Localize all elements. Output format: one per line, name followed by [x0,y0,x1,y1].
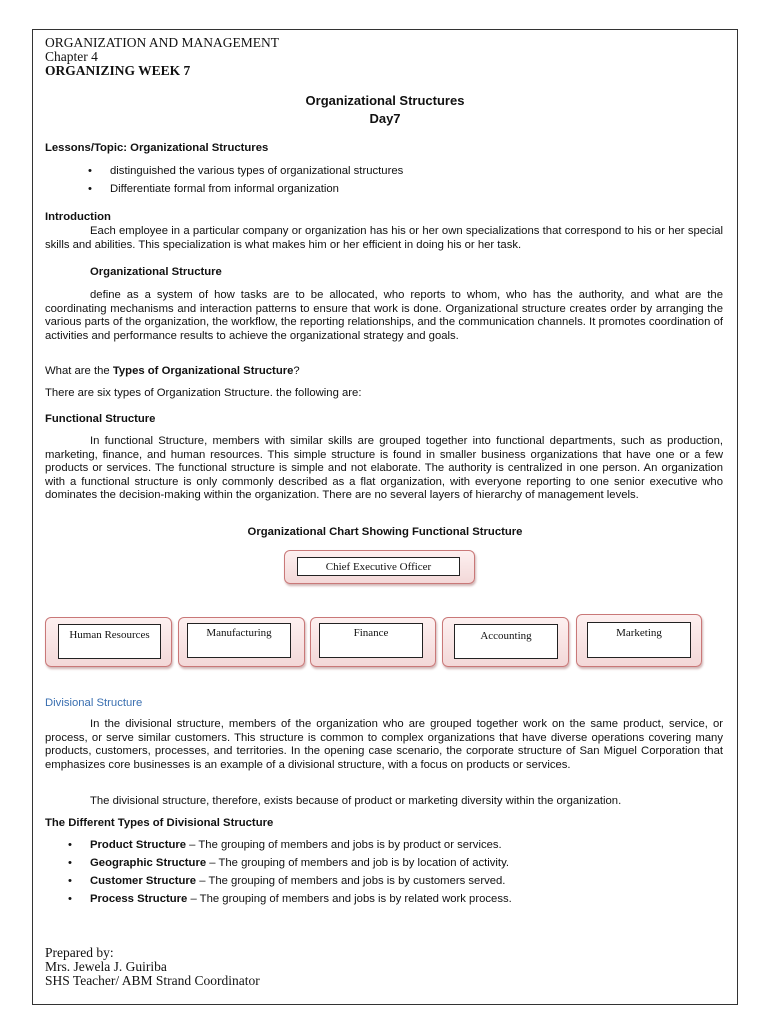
list-item: • Differentiate formal from informal organization [110,180,403,198]
subject-heading: ORGANIZATION AND MANAGEMENT [45,35,279,50]
list-item [90,854,512,872]
type-name: Geographic Structure [90,857,207,869]
day-label: Day7 [369,111,401,126]
department-marketing: Marketing [587,622,691,658]
org-chart-caption: Organizational Chart Showing Functional Structure [247,526,523,538]
types-question-bold: Types of Organizational Structure [112,365,294,377]
divisional-types-list [90,836,512,908]
department-box [442,617,569,667]
department-human-resources: Human Resources [58,624,161,659]
divisional-text: In the divisional structure, members of the organization who are grouped together work on the same product, service, or process, or serve similar customers. This structure is common to complex organizations that have diverse operations covering many products, customers, processes, and territories. In the opening case scenario, the corporate structure of San Miguel Corporation that emphasizes core businesses is an example of a divisional structure, with a focus on products or services. [45,718,723,771]
types-question-suffix: ? [293,365,300,377]
department-manufacturing: Manufacturing [187,623,291,658]
chapter-label: Chapter 4 [45,49,98,64]
week-heading: ORGANIZING WEEK 7 [45,63,191,78]
type-name: Process Structure [90,893,188,905]
department-box [576,614,702,667]
type-desc: – The grouping of members and jobs is by customers served. [196,875,506,887]
list-item [90,890,512,908]
org-structure-heading: Organizational Structure [90,266,222,278]
divisional-types-heading: The Different Types of Divisional Structure [45,817,274,829]
department-box [178,617,305,667]
department-box [45,617,172,667]
author-role: SHS Teacher/ ABM Strand Coordinator [45,973,260,988]
ceo-label: Chief Executive Officer [297,557,460,576]
type-desc: – The grouping of members and jobs is by product or services. [186,839,502,851]
list-item [90,836,512,854]
list-item [90,872,512,890]
list-item: • distinguished the various types of organizational structures [110,162,403,180]
prepared-by-label: Prepared by: [45,945,114,960]
type-name: Customer Structure [90,875,197,887]
introduction-text: Each employee in a particular company or organization has his or her own specializations that correspond to his or her special skills and abilities. This specialization is what makes him or her efficient in doing his or her task. [45,225,723,251]
types-question-prefix: What are the [45,365,113,377]
divisional-text-2: The divisional structure, therefore, exists because of product or marketing diversity within the organization. [90,795,622,807]
department-finance: Finance [319,623,423,658]
introduction-heading: Introduction [45,211,111,223]
type-desc: – The grouping of members and job is by location of activity. [206,857,510,869]
author-name: Mrs. Jewela J. Guiriba [45,959,167,974]
department-accounting: Accounting [454,624,558,659]
type-desc: – The grouping of members and jobs is by related work process. [187,893,512,905]
org-structure-text: define as a system of how tasks are to be allocated, who reports to whom, who has the authority, and what are the coordinating mechanisms and interaction patterns to ensure that work is done. Organizational structure creates order by arranging the various parts of the organization, the workflow, the reporting relationships, and the communication channels. It promotes coordination of activities and performance results to achieve the organizational strategy and goals. [45,289,723,342]
lessons-bullet-list [110,162,403,198]
ceo-box [284,550,475,584]
page-title: Organizational Structures [305,93,465,108]
divisional-heading: Divisional Structure [45,697,143,709]
department-box [310,617,436,667]
functional-heading: Functional Structure [45,413,156,425]
types-question [45,365,723,379]
lessons-topic: Lessons/Topic: Organizational Structures [45,142,269,154]
six-types-text: There are six types of Organization Structure. the following are: [45,387,362,399]
type-name: Product Structure [90,839,187,851]
functional-text: In functional Structure, members with similar skills are grouped together into functional departments, such as production, marketing, finance, and human resources. This simple structure is found in smaller business organizations that have one or a few products or services. The functional structure is simple and not elaborate. The authority is centralized in one person. An organization with a functional structure is only commonly described as a flat organization, with everyone reporting to one senior executive who dominates the decision-making within the organization. There are no several layers of hierarchy of management levels. [45,435,723,502]
